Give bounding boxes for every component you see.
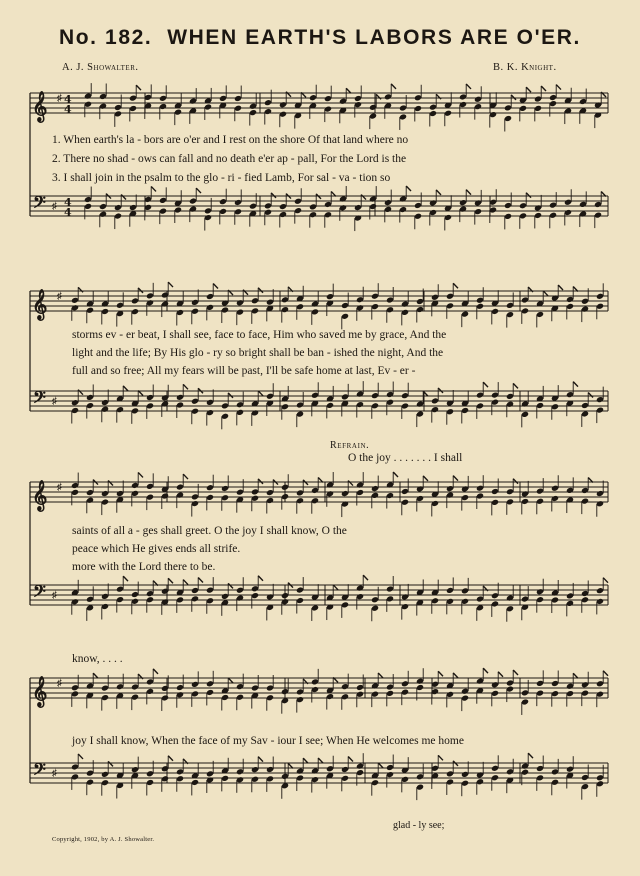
system4-treble-flag — [378, 673, 383, 678]
system4-key-signature: ♯ — [57, 678, 62, 689]
system1-bass-flag — [196, 188, 201, 193]
system1-treble-flag — [511, 95, 516, 100]
system4-treble-flag — [483, 668, 488, 673]
system3-bass-flag — [258, 576, 263, 581]
system2-bass-flag — [228, 393, 233, 398]
system2-bass-flag — [258, 391, 263, 396]
system1-treble-flag — [376, 94, 381, 99]
system1-key-signature: ♯ — [52, 201, 57, 212]
system3-verse1: saints of all a - ges shall greet. O the joy I shall know, O the — [72, 525, 347, 537]
system4-bass-flag — [168, 756, 173, 761]
system4-treble-flag — [153, 669, 158, 674]
system3-treble-flag — [513, 479, 518, 484]
system1-bass-flag — [361, 195, 366, 200]
system3-bass-flag — [228, 583, 233, 588]
system3-bass-flag — [363, 575, 368, 580]
system4-key-signature: ♯ — [52, 768, 57, 779]
system1-bass-flag — [271, 193, 276, 198]
system2-bass-flag — [588, 392, 593, 397]
system4-bass-flag — [258, 757, 263, 762]
system1-bass-flag — [406, 186, 411, 191]
system2-treble-flag — [243, 290, 248, 295]
system2-treble-flag — [558, 285, 563, 290]
system1-treble-flag — [466, 84, 471, 89]
system3-treble-flag — [423, 476, 428, 481]
system4-bass-flag — [303, 758, 308, 763]
system2-verse3: full and so free; All my fears will be past, I'll be safe home at last, Ev - er - — [72, 365, 416, 377]
system2-bass-flag — [513, 383, 518, 388]
system2-verse2: light and the life; By His glo - ry so bright shall be ban - ished the night, And the — [72, 347, 444, 359]
system3-key-signature: ♯ — [52, 590, 57, 601]
system4-treble-flag — [93, 673, 98, 678]
system2-treble-flag — [168, 282, 173, 287]
system3-bass-flag — [603, 578, 608, 583]
system4-bass-flag — [78, 754, 83, 759]
refrain-label: Refrain. — [330, 440, 370, 451]
hymn-name: WHEN EARTH'S LABORS ARE O'ER. — [167, 26, 581, 49]
refrain-top-lyric: O the joy . . . . . . . I shall — [348, 452, 463, 464]
system3-bass-flag — [198, 578, 203, 583]
system2-treble-flag — [258, 288, 263, 293]
system4-treble-clef: 𝄞 — [32, 677, 48, 707]
system1-treble-flag — [391, 84, 396, 89]
system1-time-signature: 4 — [64, 103, 72, 116]
system1-bass-flag — [526, 193, 531, 198]
system3-treble-flag — [108, 481, 113, 486]
system1-treble-clef: 𝄞 — [32, 92, 48, 122]
system1-bass-clef: 𝄢 — [33, 192, 46, 216]
system1-treble-flag — [136, 85, 141, 90]
system2-key-signature: ♯ — [52, 396, 57, 407]
system2-bass-flag — [438, 388, 443, 393]
composer-credit: A. J. Showalter. — [62, 62, 139, 73]
system2-bass-clef: 𝄢 — [33, 387, 46, 411]
system2-treble-flag — [138, 288, 143, 293]
system3-verse3: more with the Lord there to be. — [72, 561, 216, 573]
system4-bass-flag — [108, 761, 113, 766]
system3-treble-flag — [258, 479, 263, 484]
system3-treble-flag — [453, 476, 458, 481]
system4-bass-flag — [438, 755, 443, 760]
hymn-number: No. 182. — [58, 26, 153, 49]
system2-treble-clef: 𝄞 — [32, 290, 48, 320]
system1-verse3: 3. I shall join in the psalm to the glo - ri - fied Lamb, For sal - va - tion so — [52, 172, 391, 184]
system3-bass-flag — [333, 585, 338, 590]
system3-verse2: peace which He gives ends all strife. — [72, 543, 241, 555]
system1-verse1: 1. When earth's la - bors are o'er and I rest on the shore Of that land where no — [52, 134, 409, 146]
system3-treble-flag — [393, 472, 398, 477]
system1-treble-flag — [541, 86, 546, 91]
system4-bass-clef: 𝄢 — [33, 759, 46, 783]
system1-verse2: 2. There no shad - ows can fall and no death e'er ap - pall, For the Lord is the — [52, 153, 407, 165]
system2-treble-flag — [453, 283, 458, 288]
system4-treble-flag — [498, 672, 503, 677]
system3-bass-clef: 𝄢 — [33, 581, 46, 605]
system2-treble-flag — [78, 287, 83, 292]
system4-bass-flag — [348, 756, 353, 761]
system1-bass-flag — [436, 190, 441, 195]
system4-lyric: joy I shall know, When the face of my Sav - iour I see; When He welcomes me home — [72, 735, 464, 747]
system4-treble-flag — [603, 671, 608, 676]
system3-treble-flag — [138, 472, 143, 477]
system2-verse1: storms ev - er beat, I shall see, face to face, Him who saved me by grace, And the — [72, 329, 447, 341]
system1-bass-flag — [121, 195, 126, 200]
system4-treble-flag — [513, 670, 518, 675]
system1-time-signature: 4 — [64, 196, 72, 209]
system1-bass-flag — [466, 190, 471, 195]
system1-treble-flag — [526, 87, 531, 92]
system3-treble-flag — [183, 474, 188, 479]
system1-treble-flag — [346, 88, 351, 93]
system4-bass-lyric: glad - ly see; — [393, 820, 445, 831]
system2-bass-flag — [123, 386, 128, 391]
system4-treble-flag — [438, 671, 443, 676]
system2-bass-flag — [78, 390, 83, 395]
system2-treble-flag — [543, 291, 548, 296]
system1-treble-flag — [556, 85, 561, 90]
system1-treble-flag — [286, 92, 291, 97]
system1-key-signature: ♯ — [57, 93, 62, 104]
system2-bass-flag — [573, 382, 578, 387]
system3-bass-flag — [123, 576, 128, 581]
copyright-notice: Copyright, 1902, by A. J. Showalter. — [52, 836, 155, 843]
system4-bass-flag — [528, 753, 533, 758]
system4-bass-flag — [318, 758, 323, 763]
system3-bass-flag — [183, 580, 188, 585]
system1-time-signature: 4 — [64, 206, 72, 219]
system2-key-signature: ♯ — [57, 291, 62, 302]
system4-treble-flag — [453, 673, 458, 678]
system1-bass-flag — [151, 186, 156, 191]
system4-bass-flag — [378, 763, 383, 768]
system4-treble-flag — [228, 678, 233, 683]
system4-treble-flag — [573, 673, 578, 678]
system4-top-lyric: know, . . . . — [72, 653, 123, 665]
system3-key-signature: ♯ — [57, 482, 62, 493]
lyricist-credit: B. K. Knight. — [493, 62, 557, 73]
system2-bass-flag — [483, 382, 488, 387]
system3-treble-clef: 𝄞 — [32, 481, 48, 511]
system2-treble-flag — [213, 284, 218, 289]
system2-bass-flag — [183, 384, 188, 389]
system3-bass-flag — [168, 578, 173, 583]
system3-treble-flag — [348, 481, 353, 486]
system1-time-signature: 4 — [64, 93, 72, 106]
